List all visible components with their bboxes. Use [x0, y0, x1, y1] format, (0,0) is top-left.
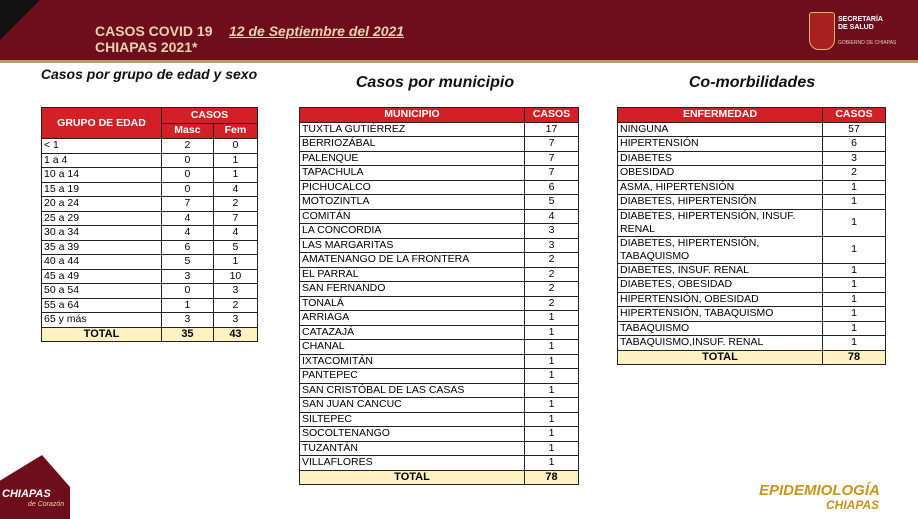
municipio-name-cell: SAN JUAN CANCUC: [300, 398, 525, 413]
disease-name-cell: DIABETES, OBESIDAD: [618, 278, 823, 293]
seal-line-1: SECRETARÍA: [838, 16, 883, 23]
slide-date: 12 de Septiembre del 2021: [229, 23, 405, 39]
table-row: [618, 321, 886, 336]
masc-count-cell: 3: [162, 313, 214, 328]
table-row: [300, 340, 579, 355]
table-row: [300, 441, 579, 456]
municipio-name-cell: TONALÁ: [300, 296, 525, 311]
table-row: [618, 180, 886, 195]
table-row: [300, 122, 579, 137]
age-col-masc: Masc: [162, 123, 214, 139]
comorbidity-table: [617, 107, 886, 365]
fem-count-cell: 3: [213, 284, 257, 299]
municipio-count-cell: 5: [525, 195, 579, 210]
age-total-fem: 43: [213, 327, 257, 342]
municipio-heading: Casos por municipio: [355, 74, 515, 91]
table-row: [42, 226, 258, 241]
table-row: [300, 354, 579, 369]
masc-count-cell: 2: [162, 139, 214, 154]
municipio-count-cell: 17: [525, 122, 579, 137]
chiapas-logo-text: CHIAPAS: [2, 488, 51, 500]
municipio-name-cell: LA CONCORDIA: [300, 224, 525, 239]
municipio-count-cell: 1: [525, 441, 579, 456]
age-group-cell: 45 a 49: [42, 269, 162, 284]
municipio-table: [299, 107, 579, 485]
municipio-count-cell: 6: [525, 180, 579, 195]
disease-count-cell: 1: [823, 292, 886, 307]
municipio-name-cell: SAN CRISTÓBAL DE LAS CASAS: [300, 383, 525, 398]
masc-count-cell: 0: [162, 284, 214, 299]
municipio-name-cell: PALENQUE: [300, 151, 525, 166]
age-group-cell: 15 a 19: [42, 182, 162, 197]
mun-total-label: TOTAL: [300, 470, 525, 485]
table-row: [300, 282, 579, 297]
masc-count-cell: 3: [162, 269, 214, 284]
slide-subtitle: CHIAPAS 2021*: [95, 39, 198, 55]
table-row: [300, 180, 579, 195]
fem-count-cell: 2: [213, 197, 257, 212]
municipio-name-cell: ARRIAGA: [300, 311, 525, 326]
table-row: [300, 325, 579, 340]
chiapas-seal-icon: [809, 12, 835, 50]
seal-line-2: DE SALUD: [838, 24, 874, 31]
age-group-cell: 65 y más: [42, 313, 162, 328]
table-row: [300, 383, 579, 398]
municipio-count-cell: 7: [525, 151, 579, 166]
municipio-count-cell: 2: [525, 253, 579, 268]
disease-count-cell: 1: [823, 180, 886, 195]
table-row: [300, 253, 579, 268]
age-total-row: [42, 327, 258, 342]
masc-count-cell: 0: [162, 168, 214, 183]
municipio-name-cell: TUZANTÁN: [300, 441, 525, 456]
table-row: [618, 263, 886, 278]
municipio-count-cell: 1: [525, 369, 579, 384]
fem-count-cell: 3: [213, 313, 257, 328]
table-row: [300, 238, 579, 253]
fem-count-cell: 7: [213, 211, 257, 226]
table-row: [300, 137, 579, 152]
age-heading: Casos por grupo de edad y sexo: [40, 66, 258, 82]
municipio-count-cell: 1: [525, 354, 579, 369]
municipio-count-cell: 2: [525, 296, 579, 311]
disease-count-cell: 2: [823, 166, 886, 181]
table-row: [618, 122, 886, 137]
comorbidity-heading: Co-morbilidades: [688, 74, 816, 91]
fem-count-cell: 5: [213, 240, 257, 255]
age-group-cell: 20 a 24: [42, 197, 162, 212]
table-row: [42, 255, 258, 270]
table-row: [42, 139, 258, 154]
table-row: [42, 313, 258, 328]
fem-count-cell: 1: [213, 168, 257, 183]
chiapas-logo-shape: [0, 455, 70, 519]
corner-decoration: [0, 0, 40, 40]
mun-total-value: 78: [525, 470, 579, 485]
table-row: [618, 137, 886, 152]
disease-count-cell: 1: [823, 263, 886, 278]
masc-count-cell: 0: [162, 153, 214, 168]
slide-title: CASOS COVID 19: [95, 23, 213, 39]
table-row: [300, 195, 579, 210]
table-row: [618, 151, 886, 166]
fem-count-cell: 10: [213, 269, 257, 284]
disease-name-cell: HIPERTENSIÓN, OBESIDAD: [618, 292, 823, 307]
municipio-name-cell: IXTACOMITÁN: [300, 354, 525, 369]
municipio-count-cell: 1: [525, 412, 579, 427]
municipio-count-cell: 1: [525, 427, 579, 442]
disease-count-cell: 1: [823, 209, 886, 236]
age-col-casos: CASOS: [162, 108, 258, 124]
municipio-name-cell: TAPACHULA: [300, 166, 525, 181]
disease-name-cell: DIABETES, HIPERTENSIÓN, TABAQUISMO: [618, 236, 823, 263]
age-group-cell: 1 a 4: [42, 153, 162, 168]
fem-count-cell: 2: [213, 298, 257, 313]
mun-total-row: [300, 470, 579, 485]
municipio-count-cell: 4: [525, 209, 579, 224]
municipio-name-cell: MOTOZINTLA: [300, 195, 525, 210]
fem-count-cell: 1: [213, 153, 257, 168]
table-row: [300, 311, 579, 326]
municipio-name-cell: CHANAL: [300, 340, 525, 355]
table-row: [300, 427, 579, 442]
age-group-cell: < 1: [42, 139, 162, 154]
municipio-count-cell: 7: [525, 166, 579, 181]
age-group-cell: 40 a 44: [42, 255, 162, 270]
epidemiologia-logo-text: EPIDEMIOLOGÍA: [759, 482, 880, 499]
disease-name-cell: DIABETES, HIPERTENSIÓN: [618, 195, 823, 210]
municipio-name-cell: VILLAFLORES: [300, 456, 525, 471]
masc-count-cell: 1: [162, 298, 214, 313]
table-row: [42, 240, 258, 255]
municipio-name-cell: SAN FERNANDO: [300, 282, 525, 297]
com-total-label: TOTAL: [618, 350, 823, 365]
com-col-casos: CASOS: [823, 108, 886, 123]
disease-count-cell: 1: [823, 321, 886, 336]
age-col-group: GRUPO DE EDAD: [42, 108, 162, 139]
disease-name-cell: OBESIDAD: [618, 166, 823, 181]
epidemiologia-logo-subtext: CHIAPAS: [826, 498, 880, 512]
municipio-count-cell: 2: [525, 282, 579, 297]
age-group-cell: 55 a 64: [42, 298, 162, 313]
municipio-name-cell: CATAZAJÁ: [300, 325, 525, 340]
table-row: [618, 209, 886, 236]
table-row: [300, 166, 579, 181]
header-gold-stripe: [0, 60, 918, 63]
seal-text: [838, 16, 883, 32]
municipio-count-cell: 1: [525, 398, 579, 413]
disease-name-cell: TABAQUISMO,INSUF. RENAL: [618, 336, 823, 351]
municipio-count-cell: 7: [525, 137, 579, 152]
municipio-count-cell: 2: [525, 267, 579, 282]
disease-name-cell: DIABETES: [618, 151, 823, 166]
disease-count-cell: 1: [823, 236, 886, 263]
table-row: [42, 298, 258, 313]
municipio-name-cell: LAS MARGARITAS: [300, 238, 525, 253]
table-row: [42, 197, 258, 212]
fem-count-cell: 4: [213, 182, 257, 197]
disease-count-cell: 6: [823, 137, 886, 152]
table-row: [42, 168, 258, 183]
chiapas-logo-subtext: de Corazón: [28, 501, 65, 508]
disease-name-cell: TABAQUISMO: [618, 321, 823, 336]
com-total-value: 78: [823, 350, 886, 365]
disease-count-cell: 1: [823, 195, 886, 210]
com-total-row: [618, 350, 886, 365]
mun-col-name: MUNICIPIO: [300, 108, 525, 123]
table-row: [300, 267, 579, 282]
disease-name-cell: NINGUNA: [618, 122, 823, 137]
masc-count-cell: 4: [162, 211, 214, 226]
table-row: [300, 224, 579, 239]
table-row: [618, 166, 886, 181]
table-row: [42, 269, 258, 284]
table-row: [618, 307, 886, 322]
disease-count-cell: 1: [823, 336, 886, 351]
table-row: [300, 412, 579, 427]
age-table: [41, 107, 258, 342]
municipio-name-cell: TUXTLA GUTIÉRREZ: [300, 122, 525, 137]
disease-name-cell: ASMA, HIPERTENSIÓN: [618, 180, 823, 195]
age-group-cell: 25 a 29: [42, 211, 162, 226]
age-group-cell: 10 a 14: [42, 168, 162, 183]
municipio-name-cell: PANTEPEC: [300, 369, 525, 384]
municipio-count-cell: 1: [525, 311, 579, 326]
table-row: [42, 182, 258, 197]
disease-name-cell: HIPERTENSIÓN: [618, 137, 823, 152]
age-col-fem: Fem: [213, 123, 257, 139]
table-row: [42, 284, 258, 299]
masc-count-cell: 5: [162, 255, 214, 270]
disease-count-cell: 57: [823, 122, 886, 137]
table-row: [300, 398, 579, 413]
masc-count-cell: 0: [162, 182, 214, 197]
age-group-cell: 30 a 34: [42, 226, 162, 241]
table-row: [300, 369, 579, 384]
table-row: [42, 153, 258, 168]
municipio-name-cell: BERRIOZÁBAL: [300, 137, 525, 152]
disease-count-cell: 1: [823, 278, 886, 293]
table-row: [618, 292, 886, 307]
municipio-count-cell: 1: [525, 340, 579, 355]
disease-count-cell: 1: [823, 307, 886, 322]
seal-subtext: GOBIERNO DE CHIAPAS: [838, 40, 897, 46]
header-bar: [0, 0, 918, 62]
municipio-count-cell: 3: [525, 224, 579, 239]
disease-name-cell: HIPERTENSIÓN, TABAQUISMO: [618, 307, 823, 322]
fem-count-cell: 1: [213, 255, 257, 270]
table-row: [618, 236, 886, 263]
masc-count-cell: 4: [162, 226, 214, 241]
municipio-name-cell: AMATENANGO DE LA FRONTERA: [300, 253, 525, 268]
disease-name-cell: DIABETES, INSUF. RENAL: [618, 263, 823, 278]
age-total-masc: 35: [162, 327, 214, 342]
masc-count-cell: 6: [162, 240, 214, 255]
fem-count-cell: 0: [213, 139, 257, 154]
municipio-name-cell: SILTEPEC: [300, 412, 525, 427]
table-row: [300, 209, 579, 224]
fem-count-cell: 4: [213, 226, 257, 241]
municipio-count-cell: 1: [525, 456, 579, 471]
table-row: [42, 211, 258, 226]
table-row: [300, 456, 579, 471]
municipio-count-cell: 1: [525, 325, 579, 340]
municipio-name-cell: COMITÁN: [300, 209, 525, 224]
municipio-name-cell: SOCOLTENANGO: [300, 427, 525, 442]
age-group-cell: 35 a 39: [42, 240, 162, 255]
age-group-cell: 50 a 54: [42, 284, 162, 299]
mun-col-casos: CASOS: [525, 108, 579, 123]
table-row: [300, 296, 579, 311]
disease-name-cell: DIABETES, HIPERTENSIÓN, INSUF. RENAL: [618, 209, 823, 236]
table-row: [618, 195, 886, 210]
table-row: [300, 151, 579, 166]
age-total-label: TOTAL: [42, 327, 162, 342]
disease-count-cell: 3: [823, 151, 886, 166]
masc-count-cell: 7: [162, 197, 214, 212]
table-row: [618, 336, 886, 351]
municipio-name-cell: PICHUCALCO: [300, 180, 525, 195]
table-row: [618, 278, 886, 293]
municipio-count-cell: 1: [525, 383, 579, 398]
com-col-name: ENFERMEDAD: [618, 108, 823, 123]
municipio-count-cell: 3: [525, 238, 579, 253]
municipio-name-cell: EL PARRAL: [300, 267, 525, 282]
